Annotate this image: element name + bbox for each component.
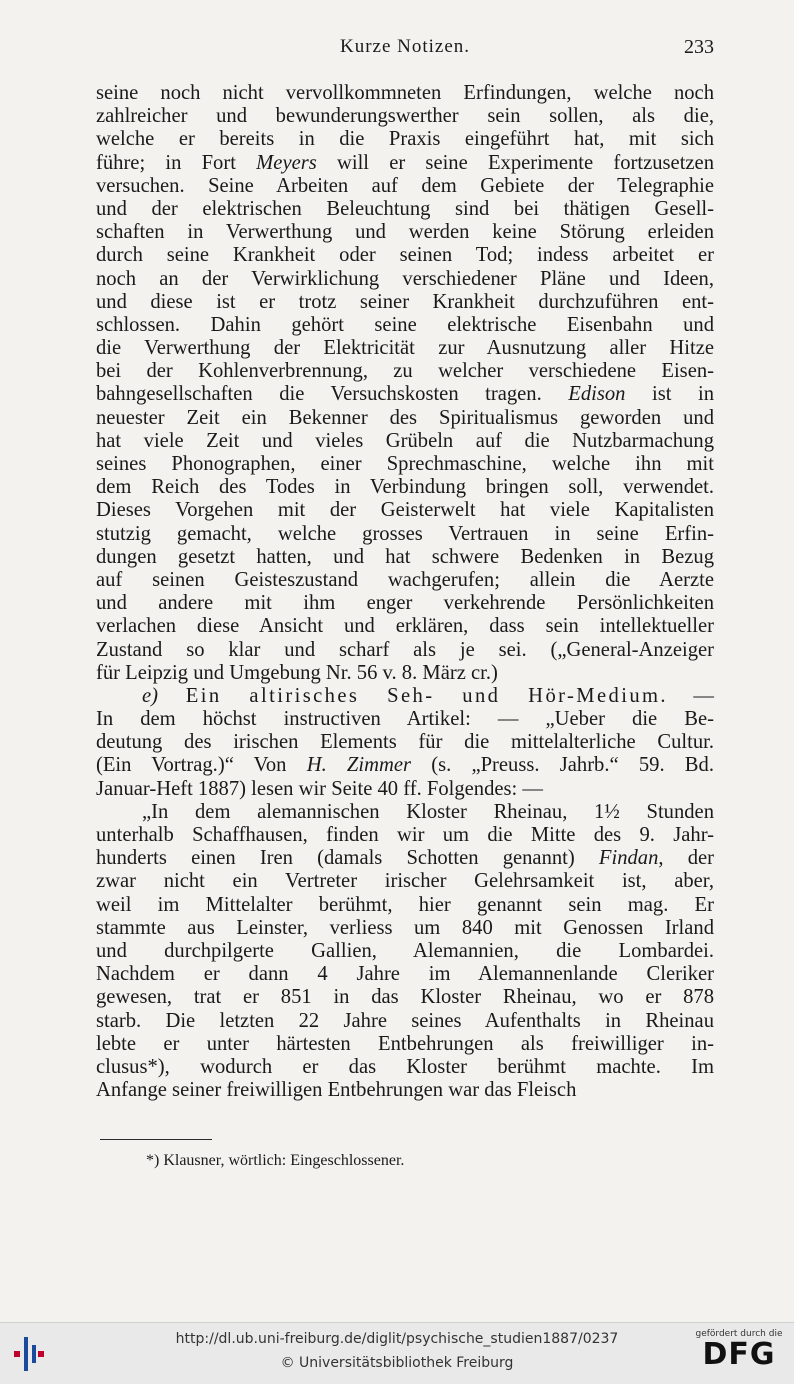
dfg-logo: DFG: [702, 1337, 776, 1372]
dfg-funding-logo: [694, 1329, 784, 1379]
text-line: Dieses Vorgehen mit der Geisterwelt hat viele Kapitalisten: [96, 499, 714, 522]
text-line: deutung des irischen Elements für die mittelalterliche Cultur.: [96, 731, 714, 754]
permalink-url[interactable]: http://dl.ub.uni-freiburg.de/diglit/psychische_studien1887/0237: [175, 1331, 619, 1347]
text-line: bei der Kohlenverbrennung, zu welcher verschiedene Eisen-: [96, 360, 714, 383]
text-line: und der elektrischen Beleuchtung sind bei thätigen Gesell-: [96, 197, 714, 220]
text-line: gewesen, trat er 851 in das Kloster Rheinau, wo er 878: [96, 986, 714, 1009]
text-line: führe; in Fort Meyers will er seine Experimente fortzusetzen: [96, 151, 714, 174]
text-line: schaften in Verwerthung und werden keine Störung erleiden: [96, 221, 714, 244]
text-line: und durchpilgerte Gallien, Alemannien, die Lombardei.: [96, 939, 714, 962]
text-line: durch seine Krankheit oder seinen Tod; indess arbeitet er: [96, 244, 714, 267]
text-line: welche er bereits in die Praxis eingeführt hat, mit sich: [96, 128, 714, 151]
text-line: starb. Die letzten 22 Jahre seines Aufenthalts in Rheinau: [96, 1009, 714, 1032]
text-line: clusus*), wodurch er das Kloster berühmt machte. Im: [96, 1055, 714, 1078]
text-line: e) Ein altirisches Seh- und Hör-Medium. —: [142, 684, 714, 707]
text-line: und diese ist er trotz seiner Krankheit durchzuführen ent-: [96, 290, 714, 313]
text-line: weil im Mittelalter berühmt, hier genannt sein mag. Er: [96, 893, 714, 916]
text-line: unterhalb Schaffhausen, finden wir um die Mitte des 9. Jahr-: [96, 824, 714, 846]
text-line: „In dem alemannischen Kloster Rheinau, 1½ Stunden: [142, 800, 714, 823]
text-line: (Ein Vortrag.)“ Von H. Zimmer (s. „Preuss. Jahrb.“ 59. Bd.: [96, 754, 714, 777]
footnote-rule: [100, 1139, 212, 1140]
text-line: Zustand so klar und scharf als je sei. („General-Anzeiger: [96, 638, 714, 661]
text-line: die Verwerthung der Elektricität zur Ausnutzung aller Hitze: [96, 337, 714, 360]
page-number: 233: [684, 36, 714, 58]
running-head: [96, 36, 714, 62]
text-line: hat viele Zeit und vieles Grübeln auf die Nutzbarmachung: [96, 429, 714, 452]
text-line: hunderts einen Iren (damals Schotten genannt) Findan, der: [96, 847, 715, 870]
text-line: und andere mit ihm enger verkehrende Persönlichkeiten: [96, 592, 714, 615]
text-line: schlossen. Dahin gehört seine elektrische Eisenbahn und: [96, 313, 714, 336]
text-line: In dem höchst instructiven Artikel: — „Ueber die Be-: [96, 708, 714, 731]
text-line: bahngesellschaften die Versuchskosten tragen. Edison ist in: [96, 383, 714, 406]
text-line: verlachen diese Ansicht und erklären, dass sein intellektueller: [96, 615, 714, 638]
text-line: Nachdem er dann 4 Jahre im Alemannenlande Cleriker: [96, 963, 714, 986]
running-title: Kurze Notizen.: [339, 36, 471, 57]
text-line: stammte aus Leinster, verliess um 840 mit Genossen Irland: [96, 916, 714, 939]
text-line: auf seinen Geisteszustand wachgerufen; allein die Aerzte: [96, 568, 714, 591]
copyright-notice: © Universitätsbibliothek Freiburg: [280, 1355, 514, 1371]
text-line: lebte er unter härtesten Entbehrungen als freiwilliger in-: [96, 1032, 714, 1055]
text-line: versuchen. Seine Arbeiten auf dem Gebiete der Telegraphie: [96, 174, 714, 197]
viewer-footer: [0, 1322, 794, 1384]
text-line: zwar nicht ein Vertreter irischer Gelehrsamkeit ist, aber,: [96, 870, 714, 893]
text-line: dungen gesetzt hatten, und hat schwere Bedenken in Bezug: [96, 545, 714, 568]
funding-note: gefördert durch die: [695, 1329, 783, 1339]
paragraph-edison: [96, 82, 714, 685]
text-line: noch an der Verwirklichung verschiedener Pläne und Ideen,: [96, 267, 714, 290]
text-line: dem Reich des Todes in Verbindung bringen soll, verwendet.: [96, 476, 714, 499]
body-text: [96, 82, 714, 1102]
text-line: stutzig gemacht, welche grosses Vertrauen in seine Erfin-: [96, 522, 714, 545]
text-line: Januar-Heft 1887) lesen wir Seite 40 ff. Folgendes: —: [96, 777, 544, 800]
text-line: Anfange seiner freiwilligen Entbehrungen war das Fleisch: [96, 1079, 577, 1102]
quoted-paragraph: [96, 801, 714, 1102]
footnote: *) Klausner, wörtlich: Eingeschlossener.: [146, 1152, 405, 1169]
text-line: seines Phonographen, einer Sprechmaschine, welche ihn mit: [96, 453, 714, 475]
section-e-heading: [96, 685, 714, 801]
text-line: für Leipzig und Umgebung Nr. 56 v. 8. März cr.): [96, 661, 498, 684]
text-line: neuester Zeit ein Bekenner des Spiritualismus geworden und: [96, 406, 714, 429]
text-line: zahlreicher und bewunderungswerther sein sollen, als die,: [96, 105, 714, 128]
text-line: seine noch nicht vervollkommneten Erfindungen, welche noch: [96, 82, 714, 104]
